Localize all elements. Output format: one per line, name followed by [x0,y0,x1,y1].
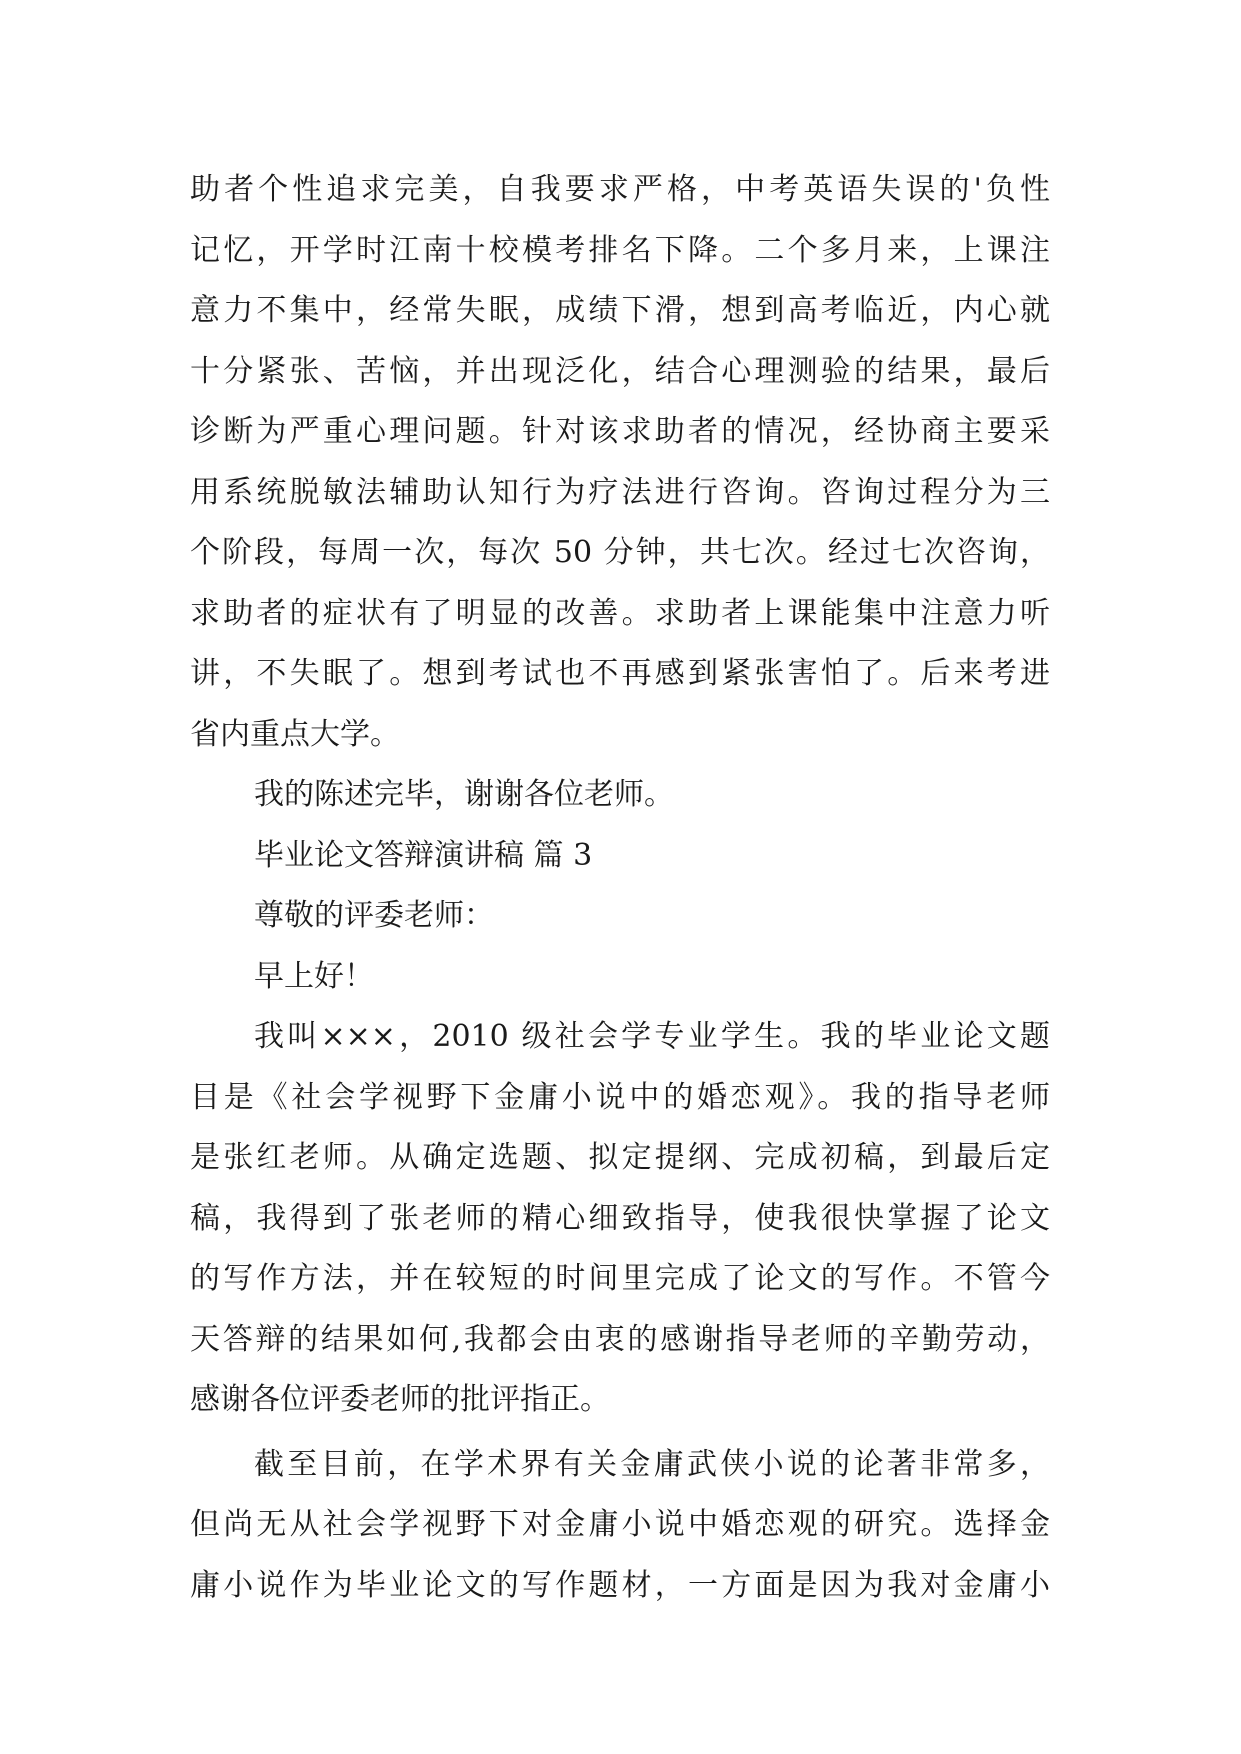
text-line: 但尚无从社会学视野下对金庸小说中婚恋观的研究。选择金 [190,1507,1050,1542]
salutation: 尊敬的评委老师： [254,898,494,933]
text-line: 求助者的症状有了明显的改善。求助者上课能集中注意力听 [190,595,1050,631]
text-line: 用系统脱敏法辅助认知行为疗法进行咨询。咨询过程分为三 [190,474,1050,510]
paragraph-research-background [190,1435,1050,1617]
closing-statement: 我的陈述完毕，谢谢各位老师。 [254,777,674,812]
text-line: 感谢各位评委老师的批评指正。 [190,1382,610,1417]
text-line: 诊断为严重心理问题。针对该求助者的情况，经协商主要采 [190,414,1050,449]
greeting: 早上好！ [254,958,374,994]
text-line: 记忆，开学时江南十校模考排名下降。二个多月来，上课注 [190,232,1050,268]
text-line: 省内重点大学。 [190,716,400,752]
text-line: 目是《社会学视野下金庸小说中的婚恋观》。我的指导老师 [190,1079,1050,1115]
text-line: 我叫×××，2010 级社会学专业学生。我的毕业论文题 [254,1019,1050,1054]
text-line: 是张红老师。从确定选题、拟定提纲、完成初稿，到最后定 [190,1140,1050,1175]
text-line: 讲，不失眠了。想到考试也不再感到紧张害怕了。后来考进 [190,656,1050,691]
paragraph-introduction [190,1007,1050,1431]
text-line: 意力不集中，经常失眠，成绩下滑，想到高考临近，内心就 [190,293,1050,328]
document-page [190,160,1050,1616]
text-line: 天答辩的结果如何,我都会由衷的感谢指导老师的辛勤劳动， [190,1321,1050,1357]
text-line: 的写作方法，并在较短的时间里完成了论文的写作。不管今 [190,1261,1050,1296]
text-line: 个阶段，每周一次，每次 50 分钟，共七次。经过七次咨询， [190,535,1050,570]
text-line: 截至目前，在学术界有关金庸武侠小说的论著非常多， [254,1446,1050,1482]
section-heading: 毕业论文答辩演讲稿 篇 3 [254,837,593,873]
text-line: 助者个性追求完美，自我要求严格，中考英语失误的'负性 [190,172,1050,207]
text-line: 稿，我得到了张老师的精心细致指导，使我很快掌握了论文 [190,1200,1050,1236]
paragraph-case-summary [190,160,1050,765]
text-line: 庸小说作为毕业论文的写作题材，一方面是因为我对金庸小 [190,1567,1050,1603]
text-line: 十分紧张、苦恼，并出现泛化，结合心理测验的结果，最后 [190,353,1050,389]
